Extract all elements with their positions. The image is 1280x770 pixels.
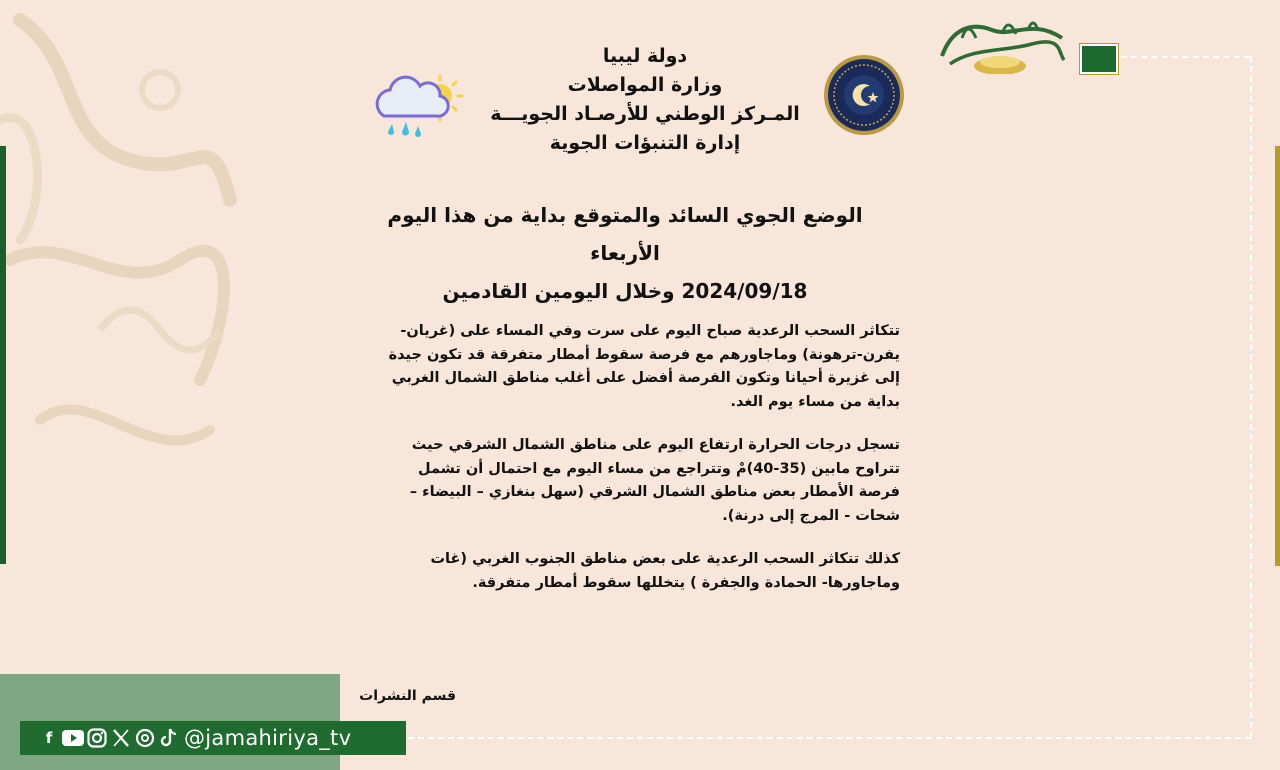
x-icon[interactable] [110, 727, 132, 749]
youtube-icon[interactable] [62, 727, 84, 749]
header-country: دولة ليبيا [602, 45, 688, 67]
body-paragraph: تسجل درجات الحرارة ارتفاع اليوم على مناطق الشمال الشرقي حيث تتراوح مابين (35-40)مْ وتتراجع من مساء اليوم مع احتمال أن تشمل فرصة الأمطار بعض مناطق الشمال الشرقي (سهل بنغازي – البيضاء – شحات - المرج إلى درنة). [409, 437, 900, 524]
social-bar [20, 721, 406, 755]
rain-cloud-sun-icon [370, 70, 470, 142]
header-ministry: وزارة المواصلات [567, 74, 723, 96]
channel-logo [932, 8, 1072, 74]
ministry-seal-icon [823, 54, 905, 136]
left-accent-bar [0, 146, 6, 564]
department-signature: قسم النشرات [359, 688, 456, 704]
bulletin-title [380, 196, 870, 310]
bulletin-body [378, 320, 900, 615]
tiktok-icon[interactable] [158, 727, 180, 749]
body-paragraph: كذلك تتكاثر السحب الرعدية على بعض مناطق الجنوب الغربي (غات وماجاورها- الحمادة والجفرة ) يتخللها سقوط أمطار متفرقة. [430, 551, 900, 591]
brand-square [1080, 44, 1118, 74]
threads-icon[interactable] [134, 727, 156, 749]
body-paragraph: تتكاثر السحب الرعدية صباح اليوم على سرت وفي المساء على (غريان-يفرن-ترهونة) وماجاورهم مع فرصة سقوط أمطار متفرقة قد تكون جيدة إلى غزيرة أحيانا وتكون الفرصة أفضل على أغلب مناطق الشمال الغربي بداية من مساء يوم الغد. [388, 323, 900, 410]
social-handle[interactable]: @jamahiriya_tv [184, 726, 352, 750]
right-accent-bar [1275, 146, 1280, 566]
dashed-frame-right [1250, 56, 1252, 738]
dashed-frame-bottom [408, 737, 1251, 739]
dashed-frame-top [1100, 56, 1250, 58]
facebook-icon[interactable]: f [45, 729, 53, 747]
header-department: إدارة التنبؤات الجوية [549, 132, 741, 154]
title-line-2: 2024/09/18 وخلال اليومين القادمين [442, 279, 808, 303]
agency-header [480, 42, 810, 158]
calligraphy-decoration [0, 0, 240, 560]
instagram-icon[interactable] [86, 727, 108, 749]
title-line-1: الوضع الجوي السائد والمتوقع بداية من هذا اليوم الأربعاء [387, 203, 863, 265]
header-center: المـركز الوطني للأرصـاد الجويـــة [490, 103, 800, 125]
